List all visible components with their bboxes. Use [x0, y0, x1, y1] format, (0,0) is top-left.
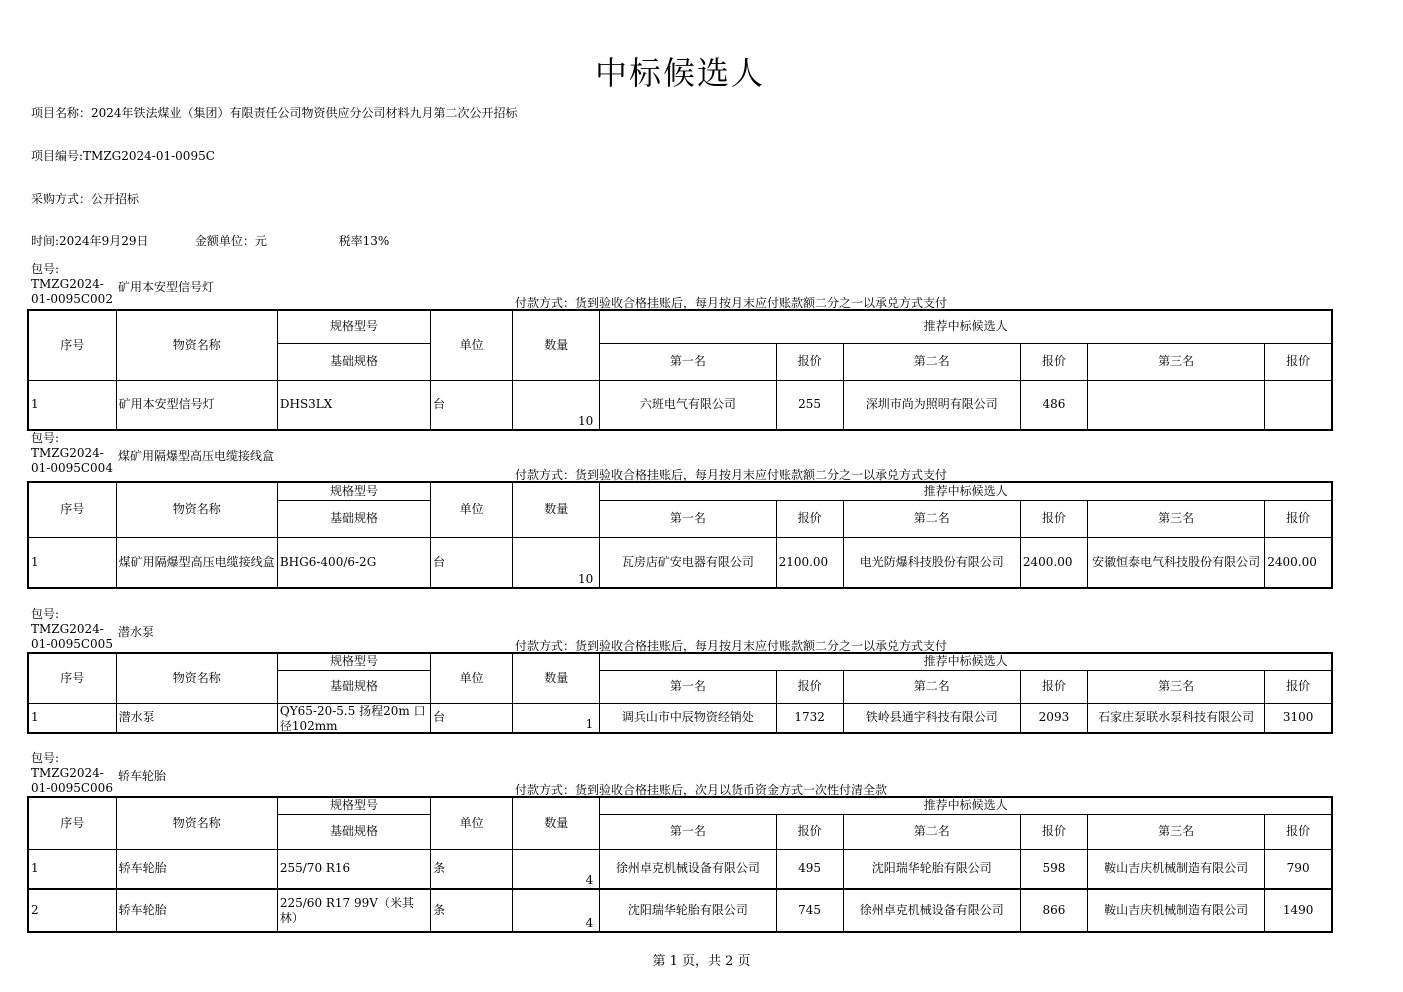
package-label	[31, 607, 113, 652]
cell-qty: 10	[513, 537, 600, 588]
cell-price1: 255	[776, 380, 843, 430]
cell-second: 电光防爆科技股份有限公司	[843, 537, 1020, 588]
cell-first: 调兵山市中辰物资经销处	[600, 703, 776, 733]
cell-price2: 2093	[1020, 703, 1087, 733]
header-name: 物资名称	[116, 653, 277, 703]
cell-price3: 3100	[1265, 703, 1332, 733]
page-footer: 第 1 页，共 2 页	[652, 954, 751, 969]
header-second: 第二名	[843, 343, 1020, 380]
table-row	[28, 703, 1332, 733]
payment-terms: 付款方式：货到验收合格挂账后，每月按月末应付账款额二分之一以承兑方式支付	[515, 468, 948, 482]
header-second: 第二名	[843, 500, 1020, 537]
bid-table	[27, 652, 1333, 734]
header-unit: 单位	[431, 653, 513, 703]
cell-first: 沈阳瑞华轮胎有限公司	[600, 889, 776, 932]
cell-qty: 4	[513, 849, 600, 889]
cell-unit: 条	[431, 849, 513, 889]
cell-third: 鞍山吉庆机械制造有限公司	[1088, 849, 1265, 889]
cell-unit: 条	[431, 889, 513, 932]
header-recommend: 推荐中标候选人	[600, 310, 1332, 343]
header-second: 第二名	[843, 670, 1020, 703]
cell-spec	[277, 703, 430, 733]
cell-first: 六班电气有限公司	[600, 380, 776, 430]
header-first: 第一名	[600, 670, 776, 703]
header-price: 报价	[776, 500, 843, 537]
cell-price2: 2400.00	[1020, 537, 1087, 588]
page-title: 中标候选人	[594, 54, 765, 92]
header-seq: 序号	[28, 797, 116, 849]
cell-price2: 866	[1020, 889, 1087, 932]
cell-unit: 台	[431, 537, 513, 588]
header-seq: 序号	[28, 653, 116, 703]
header-unit: 单位	[431, 797, 513, 849]
header-third: 第三名	[1088, 670, 1265, 703]
header-name: 物资名称	[116, 797, 277, 849]
cell-spec: 225/60 R17 99V（米其林）	[277, 889, 430, 932]
package-label-line: 包号:	[31, 607, 60, 621]
bid-table	[27, 796, 1333, 933]
cell-first: 瓦房店矿安电器有限公司	[600, 537, 776, 588]
cell-first: 徐州卓克机械设备有限公司	[600, 849, 776, 889]
cell-price1: 1732	[776, 703, 843, 733]
cell-name: 潜水泵	[116, 703, 277, 733]
header-third: 第三名	[1088, 343, 1265, 380]
header-recommend: 推荐中标候选人	[600, 653, 1332, 670]
header-price: 报价	[1020, 670, 1087, 703]
package-label	[31, 431, 113, 476]
package-label-line: TMZG2024-	[31, 277, 104, 291]
bid-time: 时间:2024年9月29日	[31, 234, 149, 248]
header-first: 第一名	[600, 500, 776, 537]
package-label-line: TMZG2024-	[31, 622, 104, 636]
header-price: 报价	[1265, 670, 1332, 703]
header-price: 报价	[776, 670, 843, 703]
package-name: 煤矿用隔爆型高压电缆接线盒	[118, 449, 275, 463]
cell-price1: 495	[776, 849, 843, 889]
cell-unit: 台	[431, 380, 513, 430]
cell-price3: 790	[1265, 849, 1332, 889]
cell-name: 轿车轮胎	[116, 889, 277, 932]
header-base-spec: 基础规格	[277, 670, 430, 703]
table-row	[28, 380, 1332, 430]
header-seq: 序号	[28, 310, 116, 380]
header-second: 第二名	[843, 814, 1020, 849]
package-name: 潜水泵	[118, 625, 155, 639]
cell-price2: 486	[1020, 380, 1087, 430]
header-base-spec: 基础规格	[277, 500, 430, 537]
header-seq: 序号	[28, 482, 116, 537]
currency-unit: 金额单位：元	[194, 234, 267, 248]
payment-terms: 付款方式：货到验收合格挂账后，每月按月末应付账款额二分之一以承兑方式支付	[515, 639, 948, 653]
header-name: 物资名称	[116, 482, 277, 537]
cell-price2: 598	[1020, 849, 1087, 889]
cell-seq: 2	[28, 889, 116, 932]
bid-table	[27, 309, 1333, 431]
header-base-spec: 基础规格	[277, 343, 430, 380]
purchase-method: 采购方式：公开招标	[31, 192, 140, 206]
cell-seq: 1	[28, 703, 116, 733]
cell-qty: 1	[513, 703, 600, 733]
header-qty: 数量	[513, 653, 600, 703]
header-price: 报价	[1265, 500, 1332, 537]
header-spec: 规格型号	[277, 653, 430, 670]
header-price: 报价	[776, 814, 843, 849]
table-row	[28, 537, 1332, 588]
header-third: 第三名	[1088, 500, 1265, 537]
header-spec: 规格型号	[277, 797, 430, 814]
cell-third	[1088, 380, 1265, 430]
package-label-line: 包号:	[31, 262, 60, 276]
project-name: 项目名称：2024年铁法煤业（集团）有限责任公司物资供应分公司材料九月第二次公开招标	[31, 106, 518, 120]
cell-price3	[1265, 380, 1332, 430]
table-row	[28, 849, 1332, 889]
bid-table	[27, 481, 1333, 589]
package-label-line: 01-0095C004	[31, 461, 113, 475]
package-label	[31, 262, 113, 307]
cell-price3: 2400.00	[1265, 537, 1332, 588]
header-third: 第三名	[1088, 814, 1265, 849]
header-price: 报价	[1020, 500, 1087, 537]
meta-line	[31, 232, 389, 249]
cell-third: 石家庄泵联水泵科技有限公司	[1088, 703, 1265, 733]
cell-third: 安徽恒泰电气科技股份有限公司	[1088, 537, 1265, 588]
header-price: 报价	[1265, 343, 1332, 380]
cell-price1: 745	[776, 889, 843, 932]
header-qty: 数量	[513, 482, 600, 537]
header-qty: 数量	[513, 797, 600, 849]
project-number: 项目编号:TMZG2024-01-0095C	[31, 149, 215, 163]
cell-seq: 1	[28, 380, 116, 430]
cell-second: 铁岭县通宇科技有限公司	[843, 703, 1020, 733]
header-unit: 单位	[431, 482, 513, 537]
cell-second: 沈阳瑞华轮胎有限公司	[843, 849, 1020, 889]
cell-spec: BHG6-400/6-2G	[277, 537, 430, 588]
package-label-line: TMZG2024-	[31, 446, 104, 460]
header-spec: 规格型号	[277, 310, 430, 343]
cell-price3: 1490	[1265, 889, 1332, 932]
cell-spec: 255/70 R16	[277, 849, 430, 889]
payment-terms: 付款方式：货到验收合格挂账后，每月按月末应付账款额二分之一以承兑方式支付	[515, 296, 948, 310]
header-price: 报价	[1020, 343, 1087, 380]
header-unit: 单位	[431, 310, 513, 380]
header-recommend: 推荐中标候选人	[600, 797, 1332, 814]
header-name: 物资名称	[116, 310, 277, 380]
cell-seq: 1	[28, 849, 116, 889]
header-price: 报价	[1020, 814, 1087, 849]
header-spec: 规格型号	[277, 482, 430, 500]
header-qty: 数量	[513, 310, 600, 380]
header-first: 第一名	[600, 814, 776, 849]
package-label-line: 01-0095C002	[31, 292, 113, 306]
tax-rate: 税率13%	[338, 234, 390, 248]
package-label-line: 01-0095C005	[31, 637, 113, 651]
cell-second: 深圳市尚为照明有限公司	[843, 380, 1020, 430]
package-label-line: TMZG2024-	[31, 766, 104, 780]
package-label-line: 包号:	[31, 431, 60, 445]
header-first: 第一名	[600, 343, 776, 380]
cell-name: 矿用本安型信号灯	[116, 380, 277, 430]
header-base-spec: 基础规格	[277, 814, 430, 849]
cell-spec-text: QY65-20-5.5 扬程20m 口径102mm	[279, 703, 426, 732]
header-price: 报价	[776, 343, 843, 380]
table-row	[28, 889, 1332, 932]
cell-spec: DHS3LX	[277, 380, 430, 430]
cell-second: 徐州卓克机械设备有限公司	[843, 889, 1020, 932]
header-recommend: 推荐中标候选人	[600, 482, 1332, 500]
package-name: 矿用本安型信号灯	[118, 280, 215, 294]
payment-terms: 付款方式：货到验收合格挂账后，次月以货币资金方式一次性付清全款	[515, 783, 888, 797]
cell-qty: 4	[513, 889, 600, 932]
package-name: 轿车轮胎	[118, 769, 167, 783]
cell-qty: 10	[513, 380, 600, 430]
cell-name: 轿车轮胎	[116, 849, 277, 889]
cell-third: 鞍山吉庆机械制造有限公司	[1088, 889, 1265, 932]
package-label-line: 01-0095C006	[31, 781, 113, 795]
package-label	[31, 751, 113, 796]
cell-name: 煤矿用隔爆型高压电缆接线盒	[116, 537, 277, 588]
header-price: 报价	[1265, 814, 1332, 849]
cell-seq: 1	[28, 537, 116, 588]
cell-unit: 台	[431, 703, 513, 733]
package-label-line: 包号:	[31, 751, 60, 765]
cell-price1: 2100.00	[776, 537, 843, 588]
